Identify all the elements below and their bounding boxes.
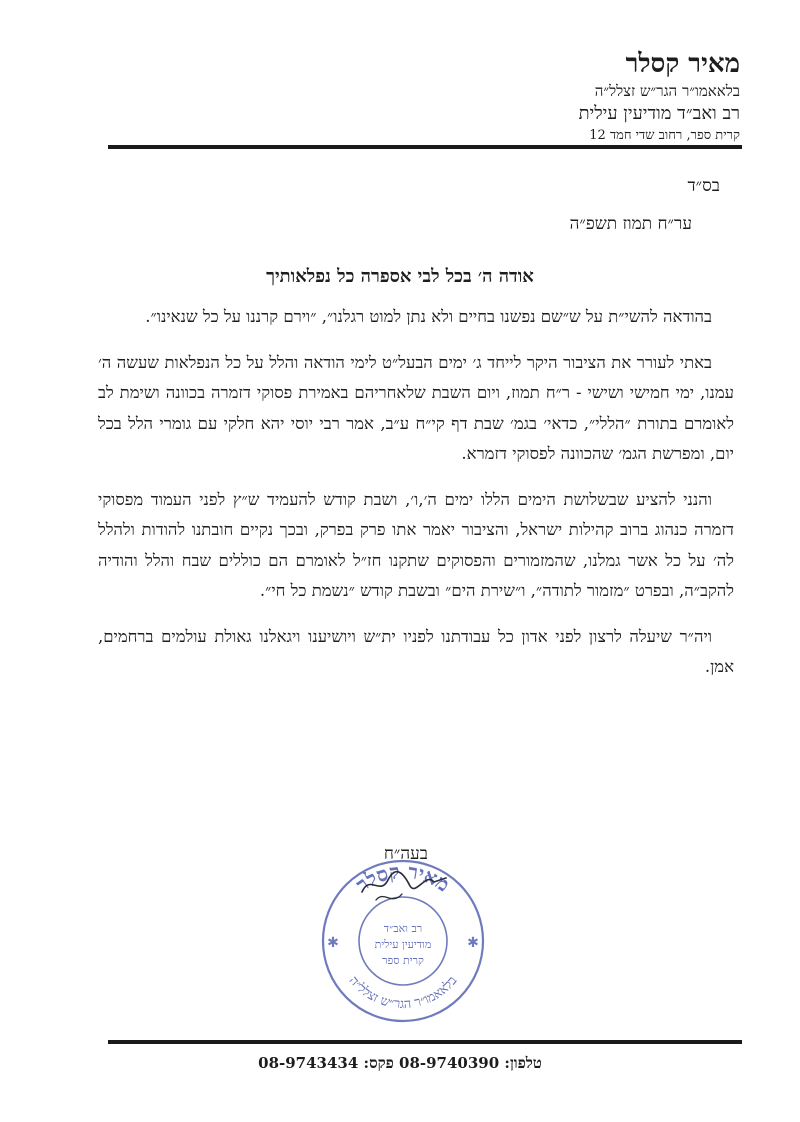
paragraph: באתי לעורר את הציבור היקר לייחד ג׳ ימים הבעל״ט לימי הודאה והלל על כל הנפלאות שעשה ה׳ עמנו, ימי חמישי ושישי - ר״ח תמוז, ויום השבת שלאחריהם באמירת פסוקי דזמרה בכוונה ושימת לב לאומרם בתורת ״הללי״, כדאי׳ בגמ׳ שבת דף קי״ח ע״ב, אמר רבי יוסי יהא חלקי עם גומרי הלל בכל יום, ומפרשת הגמ׳ שהכוונה לפסוקי דזמרא.: [98, 352, 734, 463]
letter-body: [98, 302, 734, 698]
contact-footer: טלפון: 08-9740390 פקס: 08-9743434: [258, 1054, 542, 1072]
svg-text:מאיר קסלר: [351, 859, 454, 897]
letterhead-address: קרית ספר, רחוב שדי חמד 12: [589, 128, 740, 143]
stamp-center-line: קרית ספר: [382, 954, 424, 967]
stamp-arc-bottom: בלאאמו״ר הגר״ש זצלל״ה: [345, 973, 461, 1013]
stamp-center-line: רב ואב״ד: [383, 922, 423, 935]
letter-date: ער״ח תמוז תשפ״ה: [569, 214, 692, 234]
bottom-divider: [108, 1040, 742, 1044]
stamp-star-icon: ✱: [327, 935, 339, 951]
svg-text:בלאאמו״ר הגר״ש זצלל״ה: [346, 973, 461, 1012]
letter-heading: אודה ה׳ בכל לבי אספרה כל נפלאותיך: [266, 266, 534, 287]
top-divider: [108, 145, 742, 149]
stamp-arc-top: מאיר קסלר: [351, 858, 455, 897]
stamp-center-line: מודיעין עילית: [374, 938, 432, 951]
letterhead-title: רב ואב״ד מודיעין עילית: [578, 103, 740, 124]
bsd-mark: בס״ד: [687, 176, 720, 196]
letterhead: [300, 48, 740, 146]
paragraph: והנני להציע שבשלושת הימים הללו ימים ה׳,ו׳, ושבת קודש להעמיד ש״ץ לפני העמוד מפסוקי דזמרה כנהוג ברוב קהילות ישראל, והציבור יאמר אתו פרק בפרק, ובכך נקיים חובתנו להודות ולהלל לה׳ על כל אשר גמלנו, שהמזמורים והפסוקים שתקנו חז״ל לאומרם הם כוללים שבח והלל והודיה להקב״ה, ובפרט ״מזמור לתודה״, ו״שירת הים״ ובשבת קודש ״נשמת כל חי״.: [98, 489, 734, 600]
rabbinic-stamp: [318, 856, 488, 1026]
letterhead-lineage: בלאאמו״ר הגר״ש זצלל״ה: [594, 82, 740, 100]
stamp-star-icon: ✱: [467, 935, 479, 951]
letterhead-name: מאיר קסלר: [625, 49, 740, 79]
paragraph: בהודאה להשי״ת על ש״שם נפשנו בחיים ולא נתן למוט רגלנו״, ״וירם קרננו על כל שנאינו״.: [145, 307, 712, 326]
paragraph: ויה״ר שיעלה לרצון לפני אדון כל עבודתנו לפניו ית״ש ויושיענו ויגאלנו גאולת עולמים ברחמים, אמן.: [98, 626, 734, 676]
closing-signoff: בעה״ח: [383, 844, 428, 864]
